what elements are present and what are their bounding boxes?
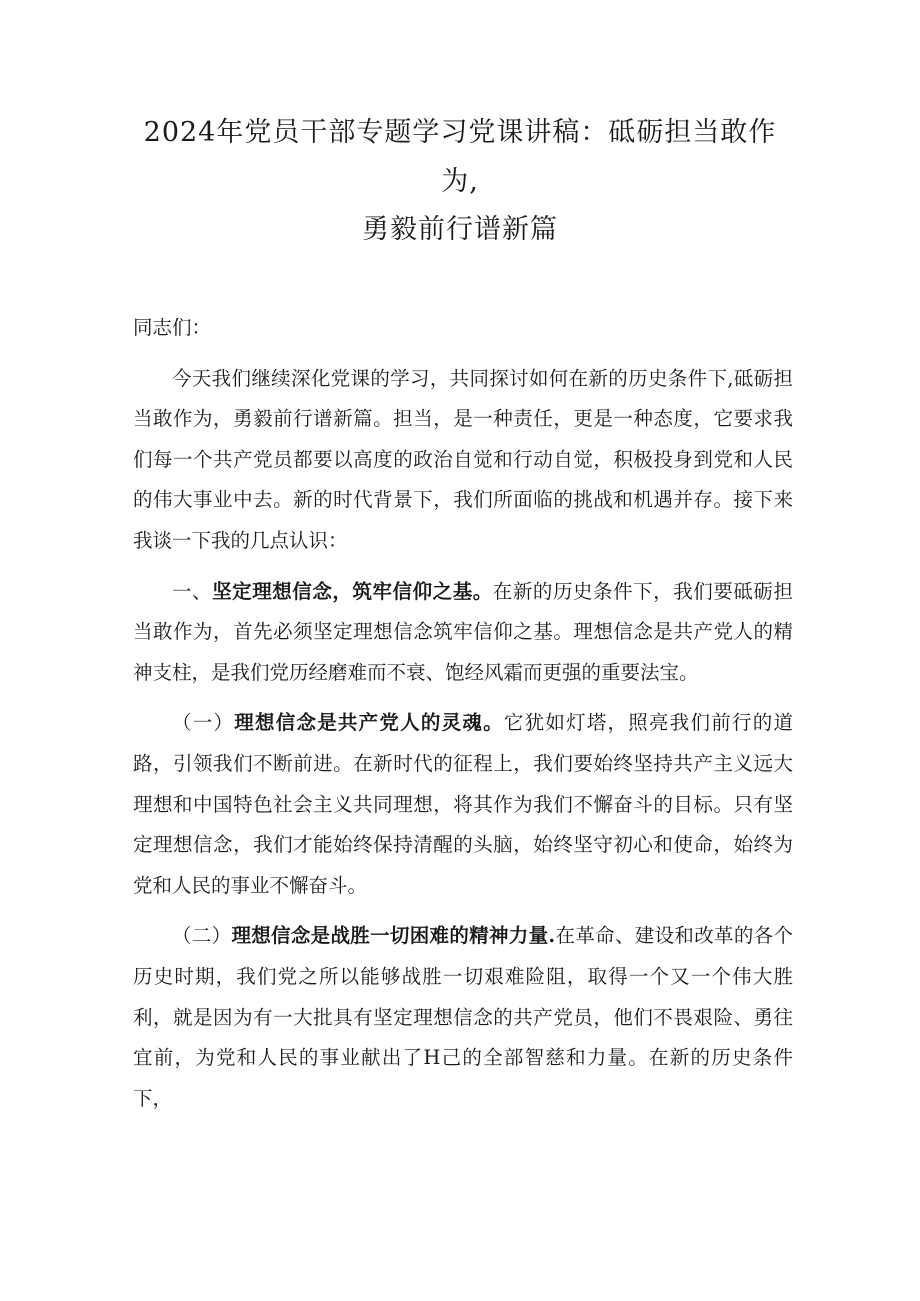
subsection-2-text: 在革命、建设和改革的各个历史时期，我们党之所以能够战胜一切艰难险阻，取得一个又一个伟大胜利，就是因为有一大批具有坚定理想信念的共产党员，他们不畏艰险、勇往宜前，为党和人民的事业献出了H己的全部智慈和力量。在新的历史条件下，: [133, 924, 793, 1110]
subsection-1-paragraph: [133, 703, 793, 906]
salutation: 同志们：: [133, 316, 212, 339]
title-line-1: 2024年党员干部专题学习党课讲稿：砥砺担当敢作: [143, 117, 777, 148]
intro-paragraph: 今天我们继续深化党课的学习，共同探讨如何在新的历史条件下,砥砺担当敢作为，勇毅前行谱新篇。担当，是一种责任，更是一种态度，它要求我们每一个共产党员都要以高度的政治自觉和行动自觉，积极投身到党和人民的伟大事业中去。新的时代背景下，我们所面临的挑战和机遇并存。接下来我谈一下我的几点认识：: [133, 366, 793, 552]
subsection-2-paragraph: [133, 916, 793, 1119]
subsection-1-prefix: （一）: [172, 711, 235, 735]
section-1-text: 在新的历史条件下，我们要砥砺担当敢作为，首先必须坚定理想信念筑牢信仰之基。理想信念是共产党人的精神支柱，是我们党历经磨难而不衰、饱经风霜而更强的重要法宝。: [133, 579, 793, 684]
document-body: [133, 308, 793, 1119]
subsection-1-heading: 理想信念是共产党人的灵魂。: [234, 711, 504, 735]
section-1-heading: 坚定理想信念，筑牢信仰之基。: [212, 579, 493, 603]
section-1-paragraph: [133, 572, 793, 694]
subsection-2-prefix: （二）: [172, 924, 232, 948]
subsection-2-heading: 理想信念是战胜一切困难的精神力量.: [231, 924, 556, 948]
subsection-1-text: 它犹如灯塔，照亮我们前行的道路，引领我们不断前进。在新时代的征程上，我们要始终坚持共产主义远大理想和中国特色社会主义共同理想，将其作为我们不懈奋斗的目标。只有坚定理想信念，我们才能始终保持清醒的头脑，始终坚守初心和使命，始终为党和人民的事业不懈奋斗。: [133, 711, 793, 897]
title-line-3: 勇毅前行谱新篇: [362, 214, 558, 245]
section-1-prefix: 一、: [172, 579, 213, 603]
title-line-2: 为,: [441, 166, 479, 197]
